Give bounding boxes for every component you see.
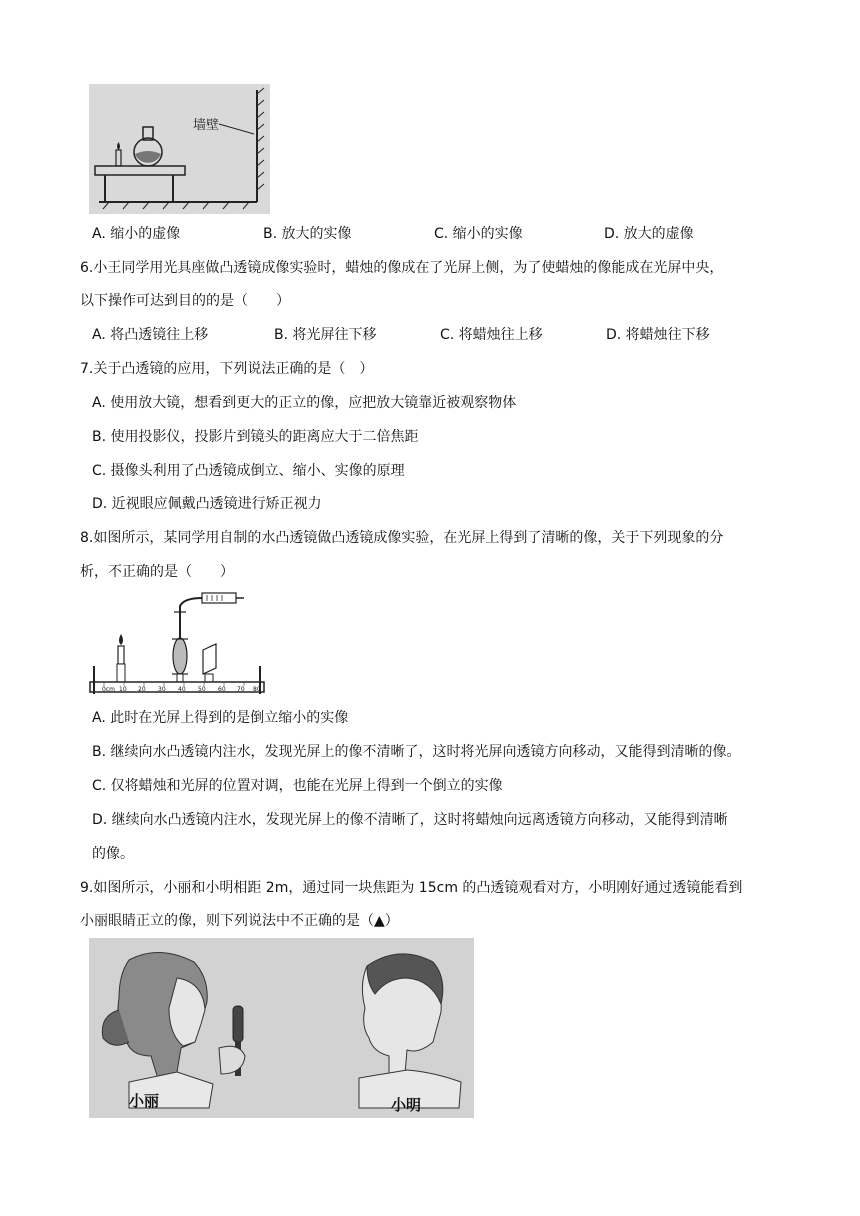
q6-option-c[interactable]: C. 将蜡烛往上移 [440,327,543,343]
q7-option-c[interactable]: C. 摄像头利用了凸透镜成倒立、缩小、实像的原理 [92,463,405,479]
q6-stem-line2: 以下操作可达到目的的是（ ） [80,293,290,309]
q6-option-a[interactable]: A. 将凸透镜往上移 [92,327,209,343]
bench-tick-70: 70 [237,686,245,693]
q8-option-d-continued: 的像。 [92,846,134,862]
q5-option-b[interactable]: B. 放大的实像 [263,226,352,242]
q7-option-d[interactable]: D. 近视眼应佩戴凸透镜进行矫正视力 [92,496,322,512]
wall-label: 墙壁 [193,118,220,133]
bench-tick-0: 0cm [102,686,115,693]
q8-option-d[interactable]: D. 继续向水凸透镜内注水，发现光屏上的像不清晰了，这时将蜡烛向远离透镜方向移动，又能得到清晰 [92,812,728,828]
bench-tick-50: 50 [198,686,206,693]
two-people-lens-figure [89,938,474,1118]
q6-option-b[interactable]: B. 将光屏往下移 [274,327,377,343]
boy-label: 小明 [391,1096,422,1114]
q8-stem-line1: 8.如图所示，某同学用自制的水凸透镜做凸透镜成像实验，在光屏上得到了清晰的像，关于下列现象的分 [80,530,724,546]
q8-option-b[interactable]: B. 继续向水凸透镜内注水，发现光屏上的像不清晰了，这时将光屏向透镜方向移动，又能得到清晰的像。 [92,744,741,760]
q7-stem: 7.关于凸透镜的应用，下列说法正确的是（ ） [80,361,374,377]
q5-option-d[interactable]: D. 放大的虚像 [604,226,694,242]
q8-stem-line2: 析，不正确的是（ ） [80,564,234,580]
q6-option-d[interactable]: D. 将蜡烛往下移 [606,327,710,343]
bench-tick-60: 60 [218,686,226,693]
girl-label: 小丽 [129,1092,160,1110]
q7-option-a[interactable]: A. 使用放大镜，想看到更大的正立的像，应把放大镜靠近被观察物体 [92,395,517,411]
q7-option-b[interactable]: B. 使用投影仪，投影片到镜头的距离应大于二倍焦距 [92,429,419,445]
q8-option-c[interactable]: C. 仅将蜡烛和光屏的位置对调，也能在光屏上得到一个倒立的实像 [92,778,503,794]
q8-option-a[interactable]: A. 此时在光屏上得到的是倒立缩小的实像 [92,710,349,726]
bench-tick-40: 40 [178,686,186,693]
optical-bench-figure [84,590,268,696]
bench-tick-20: 20 [138,686,146,693]
flask-wall-figure [89,84,270,214]
q5-option-a[interactable]: A. 缩小的虚像 [92,226,181,242]
bench-tick-80: 80 [253,686,261,693]
q9-stem-line1: 9.如图所示，小丽和小明相距 2m，通过同一块焦距为 15cm 的凸透镜观看对方，小明刚好通过透镜能看到 [80,880,743,896]
bench-tick-30: 30 [158,686,166,693]
q5-option-c[interactable]: C. 缩小的实像 [434,226,523,242]
q6-stem-line1: 6.小王同学用光具座做凸透镜成像实验时，蜡烛的像成在了光屏上侧，为了使蜡烛的像能成在光屏中央， [80,260,724,276]
q9-stem-line2: 小丽眼睛正立的像，则下列说法中不正确的是（▲） [80,913,399,929]
bench-tick-10: 10 [119,686,127,693]
